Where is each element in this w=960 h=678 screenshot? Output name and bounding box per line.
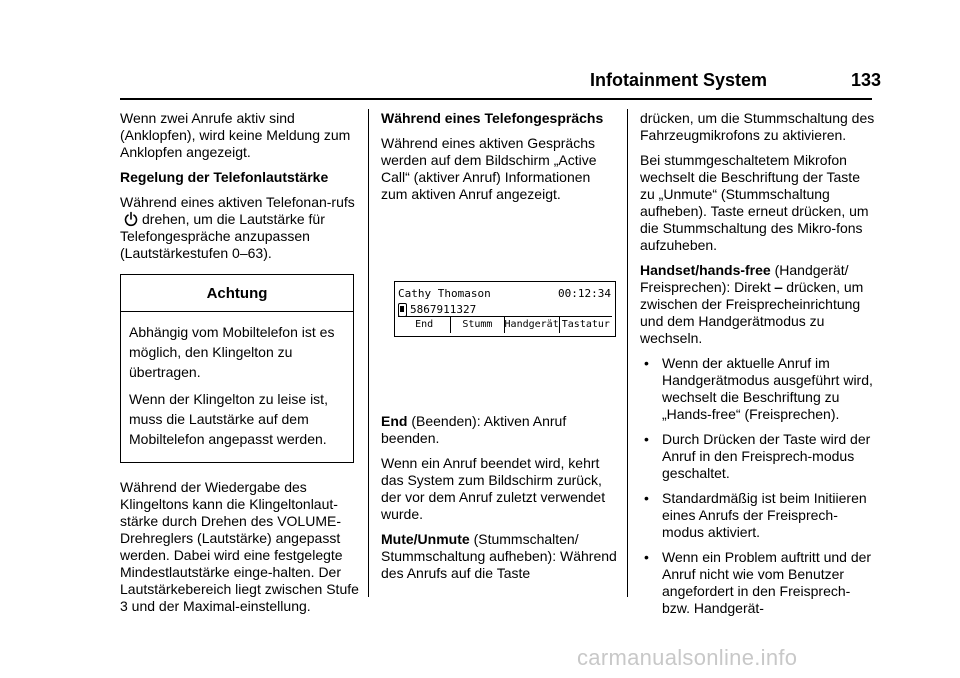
heading-during-call: Während eines Telefongesprächs xyxy=(381,110,604,126)
column-3 xyxy=(640,110,876,625)
caution-box xyxy=(120,274,354,463)
caution-title: Achtung xyxy=(121,275,353,312)
paragraph-end xyxy=(381,413,617,447)
paragraph-after-call: Wenn ein Anruf beendet wird, kehrt das System zum Bildschirm zurück, der vor dem Anruf zuletzt verwendet wurde. xyxy=(381,455,606,522)
heading-phone-volume: Regelung der Telefonlautstärke xyxy=(120,169,329,185)
header-rule xyxy=(120,98,872,100)
list-item xyxy=(640,490,876,541)
paragraph-mute xyxy=(381,531,617,582)
mute-description: (Stummschalten/ Stummschaltung aufheben): Während des Anrufs auf die Taste xyxy=(381,531,617,581)
paragraph-unmute: Bei stummgeschaltetem Mikrofon wechselt die Beschriftung der Taste zu „Unmute“ (Stummschaltung aufheben). Taste erneut drücken, um die Stummschaltung des Mikro-fons aufzuheben. xyxy=(640,152,869,253)
caution-body xyxy=(121,312,353,462)
paragraph-handset xyxy=(640,262,876,347)
list-item xyxy=(640,549,876,617)
term-mute: Mute/Unmute xyxy=(381,531,470,547)
list-item-text: Durch Drücken der Taste wird der Anruf in den Freisprech-modus geschaltet. xyxy=(662,431,871,481)
end-call-button[interactable]: End xyxy=(415,319,434,330)
caller-name: Cathy Thomason xyxy=(398,287,491,300)
page-number: 133 xyxy=(851,70,882,90)
keypad-button[interactable]: Tastatur xyxy=(559,317,612,333)
bullet-mark: • xyxy=(644,490,649,506)
bullet-mark: • xyxy=(644,355,649,371)
paragraph-mute-continued: drücken, um die Stummschaltung des Fahrzeugmikrofons zu aktivieren. xyxy=(640,110,875,143)
term-end: End xyxy=(381,413,408,429)
list-item-text: Wenn der aktuelle Anruf im Handgerätmodus ausgeführt wird, wechselt die Beschriftung zu „Hands-free“ (Freisprechen). xyxy=(662,355,873,422)
paragraph-ringtone-volume: Während der Wiedergabe des Klingeltons kann die Klingeltonlaut-stärke durch Drehen des VOLUME-Drehreglers (Lautstärke) angepasst werden. Dabei wird eine festgelegte Mindestlautstärke einge-halten. Der Lautstärkebereich liegt zwischen Stufe 3 und der Maximal-einstellung. xyxy=(120,479,359,614)
end-description: (Beenden): Aktiven Anruf beenden. xyxy=(381,413,567,446)
column-divider-2 xyxy=(627,109,628,597)
list-item-text: Standardmäßig ist beim Initiieren eines Anrufs der Freisprech-modus aktiviert. xyxy=(662,490,867,540)
watermark: carmanualsonline.info xyxy=(577,645,798,670)
handset-symbol: ‒ xyxy=(774,279,783,295)
column-1 xyxy=(120,110,360,623)
mute-button[interactable]: Stumm xyxy=(450,317,503,333)
handset-button[interactable]: Handgerät xyxy=(504,317,559,333)
paragraph-active-call: Während eines aktiven Gesprächs werden auf dem Bildschirm „Active Call“ (aktiver Anruf) Informationen zum aktiven Anruf angezeigt. xyxy=(381,135,597,202)
caution-paragraph-1: Abhängig vom Mobiltelefon ist es möglich, den Klingelton zu übertragen. xyxy=(129,324,335,380)
column-2 xyxy=(381,110,617,590)
handset-description-before: (Handgerät/ Freisprechen): Direkt xyxy=(640,262,849,295)
list-item xyxy=(640,431,876,482)
call-timer: 00:12:34 xyxy=(558,287,611,300)
handset-description-after: drücken, um zwischen der Freisprecheinrichtung und dem Handgerätmodus zu wechseln. xyxy=(640,279,864,346)
term-handset: Handset/hands-free xyxy=(640,262,771,278)
paragraph-volume xyxy=(120,194,360,262)
bullet-mark: • xyxy=(644,431,649,447)
volume-text-before: Während eines aktiven Telefonan-rufs xyxy=(120,194,355,210)
power-icon xyxy=(123,211,139,227)
list-item-text: Wenn ein Problem auftritt und der Anruf nicht wie vom Benutzer angefordert in den Freisprech- bzw. Handgerät- xyxy=(662,549,872,616)
page-header xyxy=(0,0,960,100)
active-call-screen xyxy=(394,281,616,337)
volume-text-after: drehen, um die Lautstärke für Telefongespräche anzupassen (Lautstärkestufen 0–63). xyxy=(120,211,325,261)
header-title: Infotainment System xyxy=(590,70,768,90)
phone-number: 5867911327 xyxy=(410,303,477,316)
caution-paragraph-2: Wenn der Klingelton zu leise ist, muss die Lautstärke auf dem Mobiltelefon angepasst werden. xyxy=(129,391,328,447)
phone-icon xyxy=(398,303,407,317)
call-button-bar xyxy=(398,316,612,333)
column-divider-1 xyxy=(368,109,369,597)
bullet-mark: • xyxy=(644,549,649,565)
paragraph-call-waiting: Wenn zwei Anrufe aktiv sind (Anklopfen), wird keine Meldung zum Anklopfen angezeigt. xyxy=(120,110,351,160)
list-item xyxy=(640,355,876,423)
